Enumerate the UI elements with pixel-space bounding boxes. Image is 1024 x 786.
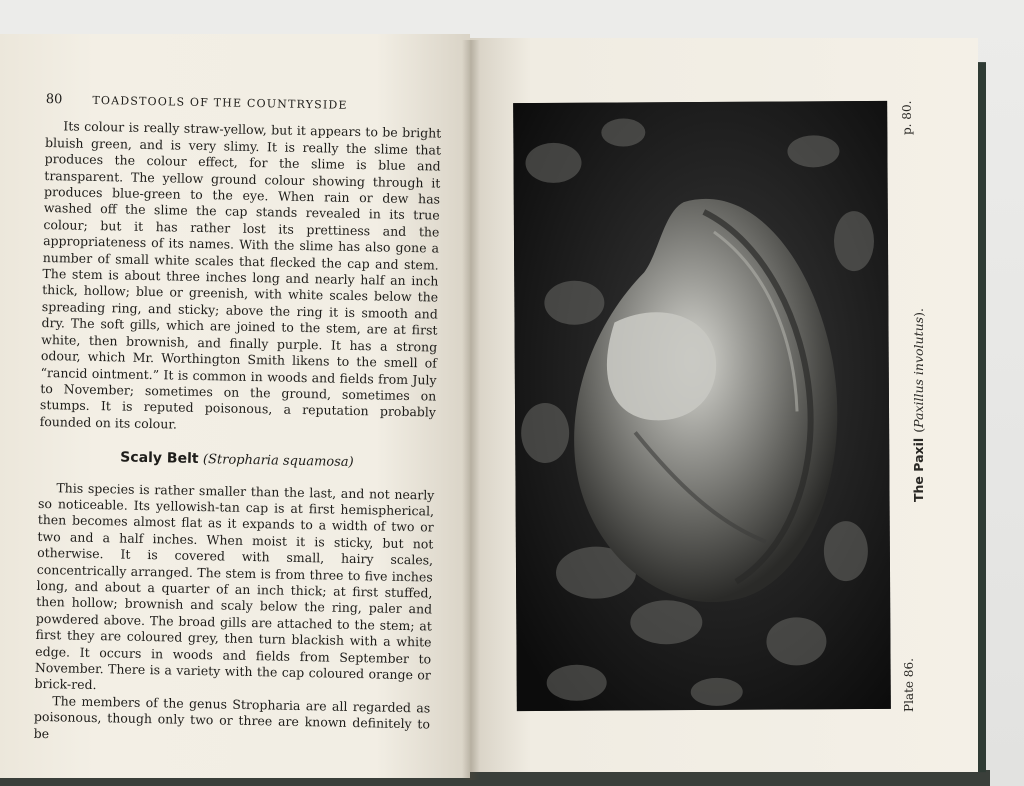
paragraph-intro: Its colour is really straw-yellow, but it appears to be bright bluish green, and is very slimy. It is really the slime that produces the colour effect, for the slime is blue and transparent. The yellow ground colour showing through it produces blue-green to the eye. When rain or dew has washed off the slime the cap stands revealed in its true colour; but it has rather lost its prettiness and the appropriateness of its names. With the slime has also gone a number of small white scales that flecked the cap and stem. The stem is about three inches long and nearly half an inch thick, hollow; blue or greenish, with white scales below the spreading ring, and sticky; above the ring it is smooth and dry. The soft gills, which are joined to the stem, are at first white, then brownish, and finally purple. It has a strong odour, which Mr. Worthington Smith likens to the smell of “rancid ointment.” It is common in woods and fields from July to November; sometimes on the ground, sometimes on stumps. It is reputed poisonous, a reputation probably founded on its colour. (39, 118, 442, 432)
plate-photograph (513, 101, 891, 711)
plate-number-label: Plate 86. (902, 658, 916, 712)
paragraph-genus: The members of the genus Stropharia are all regarded as poisonous, though only two or three are known definitely to be (33, 693, 431, 741)
running-head-title: TOADSTOOLS OF THE COUNTRYSIDE (92, 93, 348, 112)
page-number: 80 (45, 92, 63, 108)
book-gutter (462, 40, 480, 780)
plate-page-reference: p. 80. (900, 100, 914, 135)
mushroom-photo-illustration (513, 101, 891, 711)
left-page-text (34, 92, 442, 750)
plate-caption-latin: Paxillus involutus (911, 316, 926, 428)
section-heading (39, 448, 435, 473)
section-heading-name: Scaly Belt (120, 449, 199, 468)
section-heading-latin: (Stropharia squamosa) (202, 452, 354, 471)
paragraph-scaly-belt: This species is rather smaller than the last, and not nearly so noticeable. Its yellowish-tan cap is at first hemispherical, then becomes almost flat as it expands to a width of two or two and a half inches. When moist it is sticky, but not otherwise. It is covered with small, hairy scales, concentrically arranged. The stem is from three to five inches long, and about a quarter of an inch thick; at first stuffed, then hollow; brownish and scaly below the ring, paler and powdered above. The broad gills are attached to the stem; at first they are coloured grey, then turn blackish with a white edge. It occurs in woods and fields from September to November. There is a variety with the cap coloured orange or brick-red. (34, 479, 435, 693)
plate-caption-title: The Paxil (911, 437, 926, 502)
